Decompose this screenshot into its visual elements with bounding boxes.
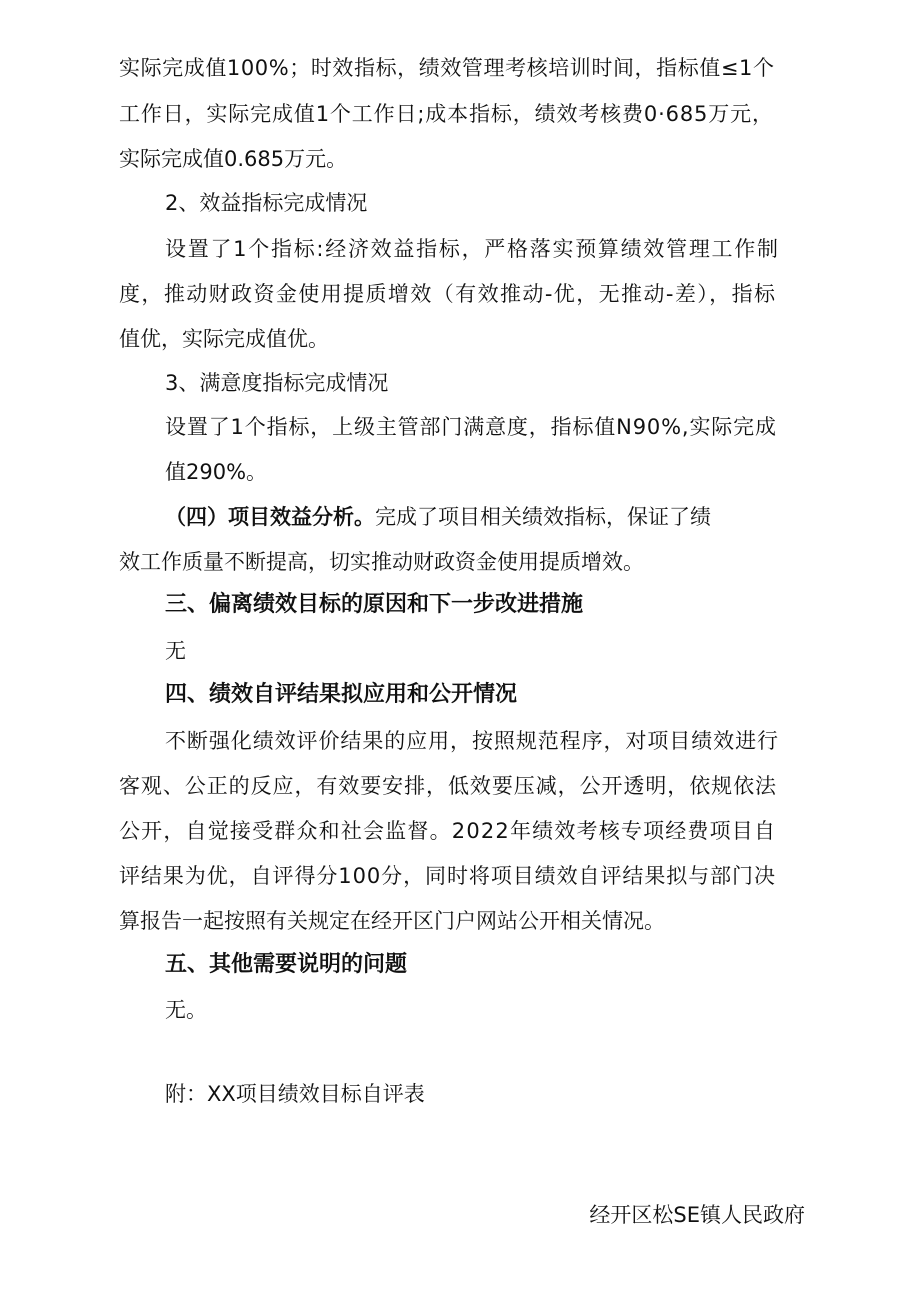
text-line: 不断强化绩效评价结果的应用，按照规范程序，对项目绩效进行 (165, 729, 779, 753)
benefit-body-line-1 (165, 234, 805, 264)
section-body-text: 无 (165, 639, 186, 663)
text-line: 值290%。 (165, 460, 268, 484)
text-line: 评结果为优，自评得分100分，同时将项目绩效自评结果拟与部门决 (119, 864, 776, 888)
text-line: 设置了1个指标:经济效益指标，严格落实预算绩效管理工作制 (165, 237, 780, 261)
benefit-body-line-3 (119, 324, 805, 354)
text-line: 值优，实际完成值优。 (119, 327, 329, 351)
signature-text: 经开区松SE镇人民政府 (589, 1203, 805, 1227)
performance-paragraph-line-1 (119, 53, 805, 83)
section-heading-text: 三、偏离绩效目标的原因和下一步改进措施 (165, 592, 584, 617)
performance-paragraph-line-3 (119, 144, 805, 174)
section-3-heading (165, 590, 805, 620)
section-4-body-line-5 (119, 906, 805, 936)
heading-text: 3、满意度指标完成情况 (165, 371, 389, 395)
section-5-heading (165, 950, 805, 980)
section-5-body (165, 995, 805, 1025)
section-heading-text: 四、绩效自评结果拟应用和公开情况 (165, 682, 518, 707)
satisfaction-body-line-1 (165, 412, 805, 442)
performance-paragraph-line-2 (119, 99, 805, 129)
project-benefit-line-2 (119, 547, 805, 577)
text-line: 实际完成值100%；时效指标，绩效管理考核培训时间，指标值≤1个 (119, 56, 775, 80)
text-line: 工作日，实际完成值1个工作日;成本指标，绩效考核费0·685万元， (119, 102, 774, 126)
text-line: 度，推动财政资金使用提质增效（有效推动-优，无推动-差），指标 (119, 282, 777, 306)
text-line: 设置了1个指标，上级主管部门满意度，指标值N90%,实际完成 (165, 415, 777, 439)
benefit-heading (165, 188, 805, 218)
satisfaction-body-line-2 (165, 457, 805, 487)
project-benefit-line-1 (165, 502, 805, 532)
text-line: 客观、公正的反应，有效要安排，低效要压减，公开透明，依规依法 (119, 774, 777, 798)
signature (565, 1200, 805, 1230)
text-line: 实际完成值0.685万元。 (119, 147, 348, 171)
section-heading-text: 五、其他需要说明的问题 (165, 952, 408, 977)
benefit-body-line-2 (119, 279, 805, 309)
section-4-heading (165, 680, 805, 710)
attachment-note (165, 1079, 805, 1109)
text-line: 公开，自觉接受群众和社会监督。2022年绩效考核专项经费项目自 (119, 819, 777, 843)
project-benefit-text-2: 效工作质量不断提高，切实推动财政资金使用提质增效。 (119, 550, 644, 574)
heading-text: 2、效益指标完成情况 (165, 191, 368, 215)
satisfaction-heading (165, 368, 805, 398)
section-body-text: 无。 (165, 998, 207, 1022)
section-4-body-line-4 (119, 861, 805, 891)
section-4-body-line-3 (119, 816, 805, 846)
text-line: 算报告一起按照有关规定在经开区门户网站公开相关情况。 (119, 909, 665, 933)
section-3-body (165, 636, 805, 666)
project-benefit-label: （四）项目效益分析。 (165, 505, 375, 529)
project-benefit-text: 完成了项目相关绩效指标，保证了绩 (375, 505, 711, 529)
section-4-body-line-1 (165, 726, 805, 756)
attachment-text: 附：XX项目绩效目标自评表 (165, 1082, 425, 1106)
section-4-body-line-2 (119, 771, 805, 801)
